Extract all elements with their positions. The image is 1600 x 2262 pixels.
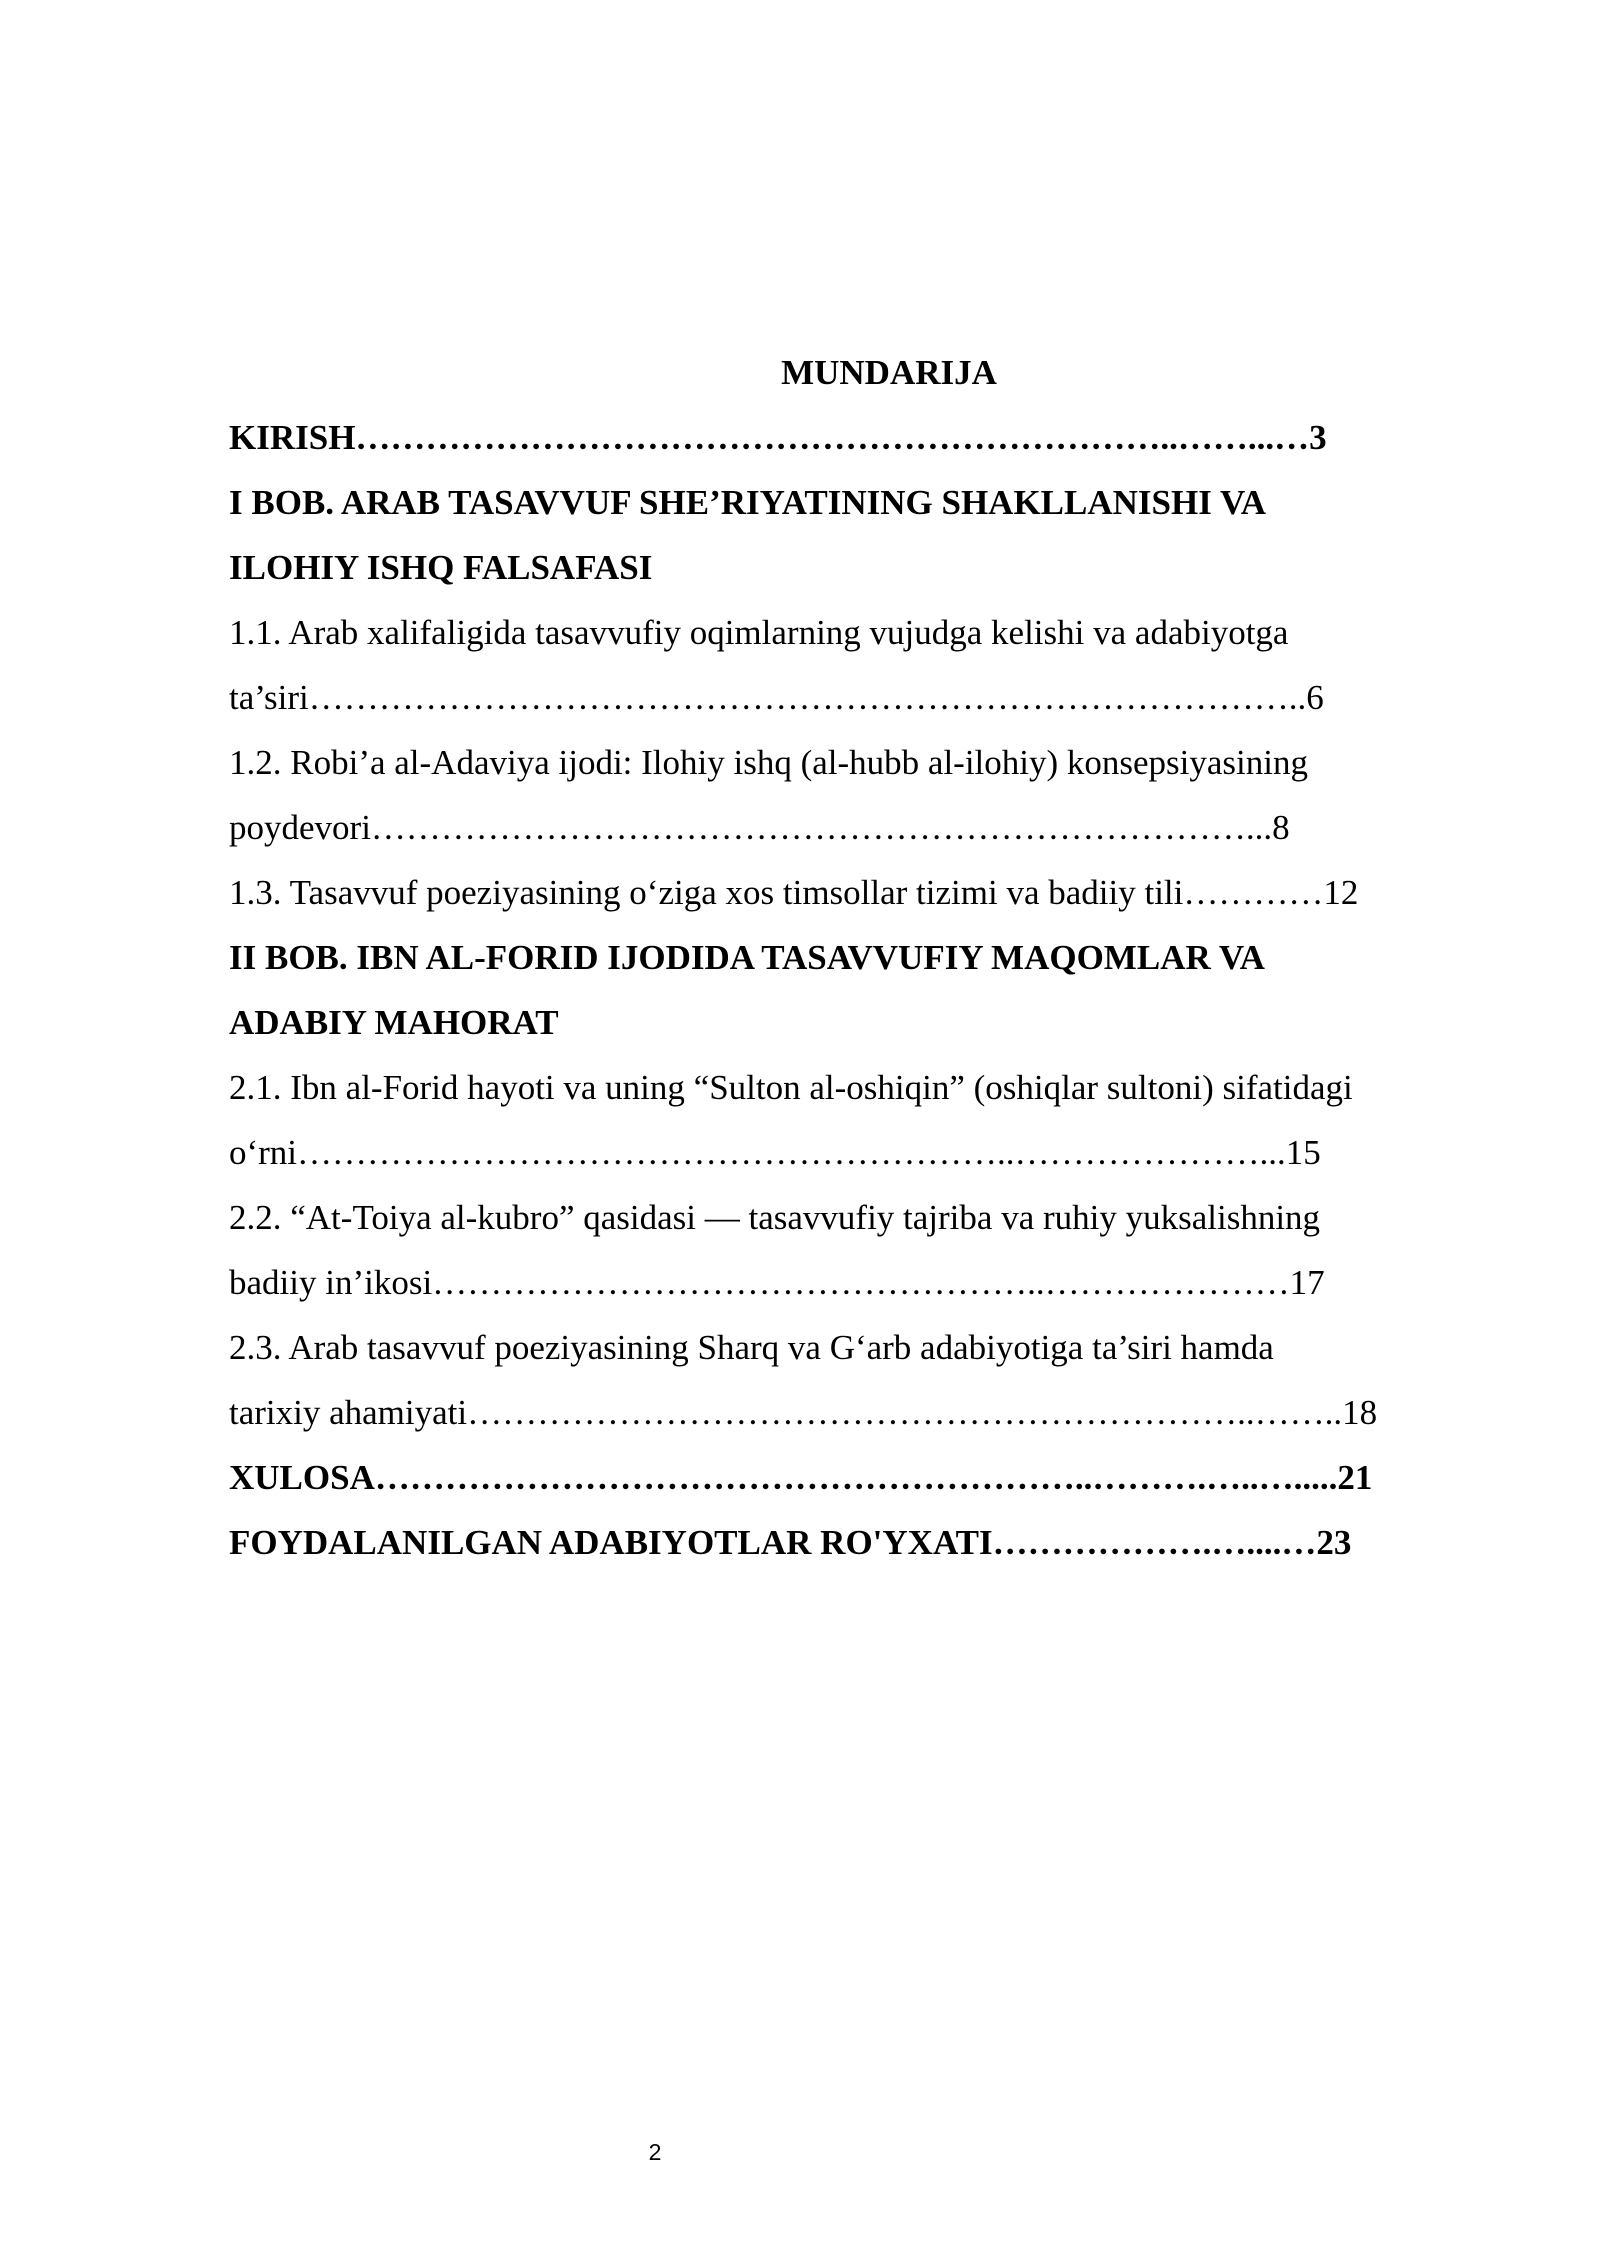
toc-section-1-2-line-1: 1.2. Robi’a al-Adaviya ijodi: Ilohiy ishq (al-hubb al-ilohiy) konsepsiyasining	[229, 743, 1309, 782]
toc-title: MUNDARIJA	[781, 353, 997, 392]
toc-entry-kirish: KIRISH……………………………………………………………..……...…3	[229, 418, 1327, 457]
toc-chapter-1-heading-line-2: ILOHIY ISHQ FALSAFASI	[229, 548, 653, 587]
toc-section-1-3: 1.3. Tasavvuf poeziyasining o‘ziga xos timsollar tizimi va badiiy tili…………12	[229, 873, 1359, 912]
toc-chapter-2-heading-line-2: ADABIY MAHORAT	[229, 1003, 559, 1042]
toc-chapter-1-heading-line-1: I BOB. ARAB TASAVVUF SHE’RIYATINING SHAKLLANISHI VA	[229, 483, 1267, 522]
toc-section-1-1-line-2: ta’siri…………………………………………………………………………..6	[229, 678, 1324, 717]
table-of-contents	[229, 340, 1449, 1575]
toc-section-2-3-line-2: tarixiy ahamiyati…………………………………………………………..……..18	[229, 1393, 1378, 1432]
toc-section-1-2-line-2: poydevori…………………………………………………………………...8	[229, 808, 1290, 847]
toc-section-1-1-line-1: 1.1. Arab xalifaligida tasavvufiy oqimlarning vujudga kelishi va adabiyotga	[229, 613, 1289, 652]
toc-entry-xulosa: XULOSA……………………………………………………..……….…..….....21	[229, 1458, 1373, 1497]
page-number: 2	[648, 2139, 662, 2165]
toc-section-2-1-line-1: 2.1. Ibn al-Forid hayoti va uning “Sulton al-oshiqin” (oshiqlar sultoni) sifatidagi	[229, 1068, 1353, 1107]
toc-section-2-1-line-2: o‘rni……………………………………………………..…………………...15	[229, 1133, 1321, 1172]
toc-section-2-2-line-1: 2.2. “At-Toiya al-kubro” qasidasi — tasavvufiy tajriba va ruhiy yuksalishning	[229, 1198, 1321, 1237]
toc-chapter-2-heading-line-1: II BOB. IBN AL-FORID IJODIDA TASAVVUFIY MAQOMLAR VA	[229, 938, 1265, 977]
toc-section-2-2-line-2: badiiy in’ikosi……………………………………………..…………………17	[229, 1263, 1325, 1302]
toc-section-2-3-line-1: 2.3. Arab tasavvuf poeziyasining Sharq va G‘arb adabiyotiga ta’siri hamda	[229, 1328, 1274, 1367]
toc-entry-bibliography: FOYDALANILGAN ADABIYOTLAR RO'YXATI……………….…....…23	[229, 1523, 1352, 1562]
